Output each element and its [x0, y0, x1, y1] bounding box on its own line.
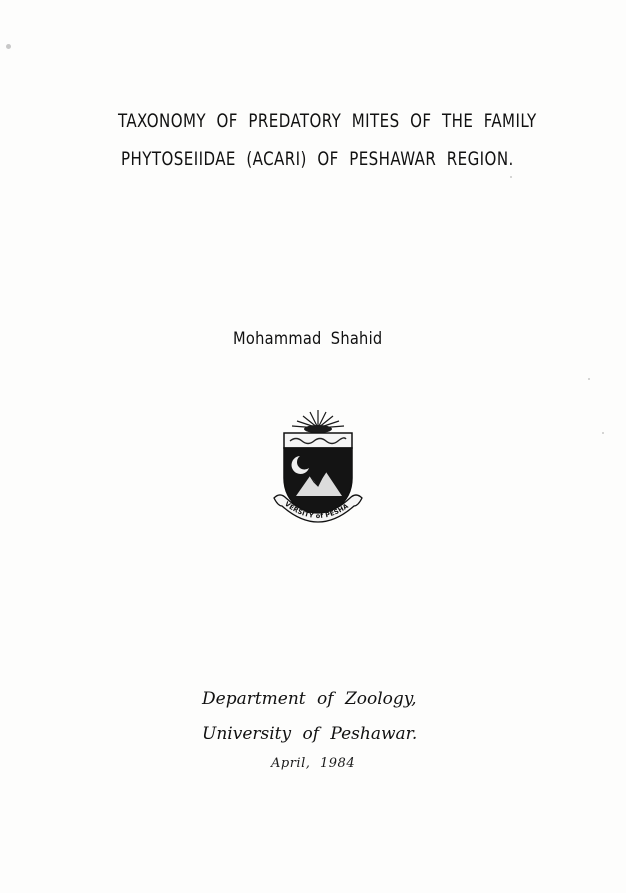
university-crest-icon	[266, 406, 370, 536]
university-name: University of Peshawar.	[202, 724, 418, 744]
crest-motto: VERSITY of PESHA	[283, 499, 350, 521]
thesis-title-line-1: TAXONOMY OF PREDATORY MITES OF THE FAMILY	[118, 110, 537, 132]
scan-speck	[6, 44, 11, 49]
scan-speck	[602, 432, 604, 434]
submission-date: April, 1984	[271, 756, 356, 771]
thesis-title-line-2: PHYTOSEIIDAE (ACARI) OF PESHAWAR REGION.	[121, 148, 514, 170]
scan-speck	[588, 378, 590, 380]
author-name: Mohammad Shahid	[233, 329, 383, 349]
scan-speck	[510, 176, 512, 178]
department-name: Department of Zoology,	[202, 689, 417, 709]
